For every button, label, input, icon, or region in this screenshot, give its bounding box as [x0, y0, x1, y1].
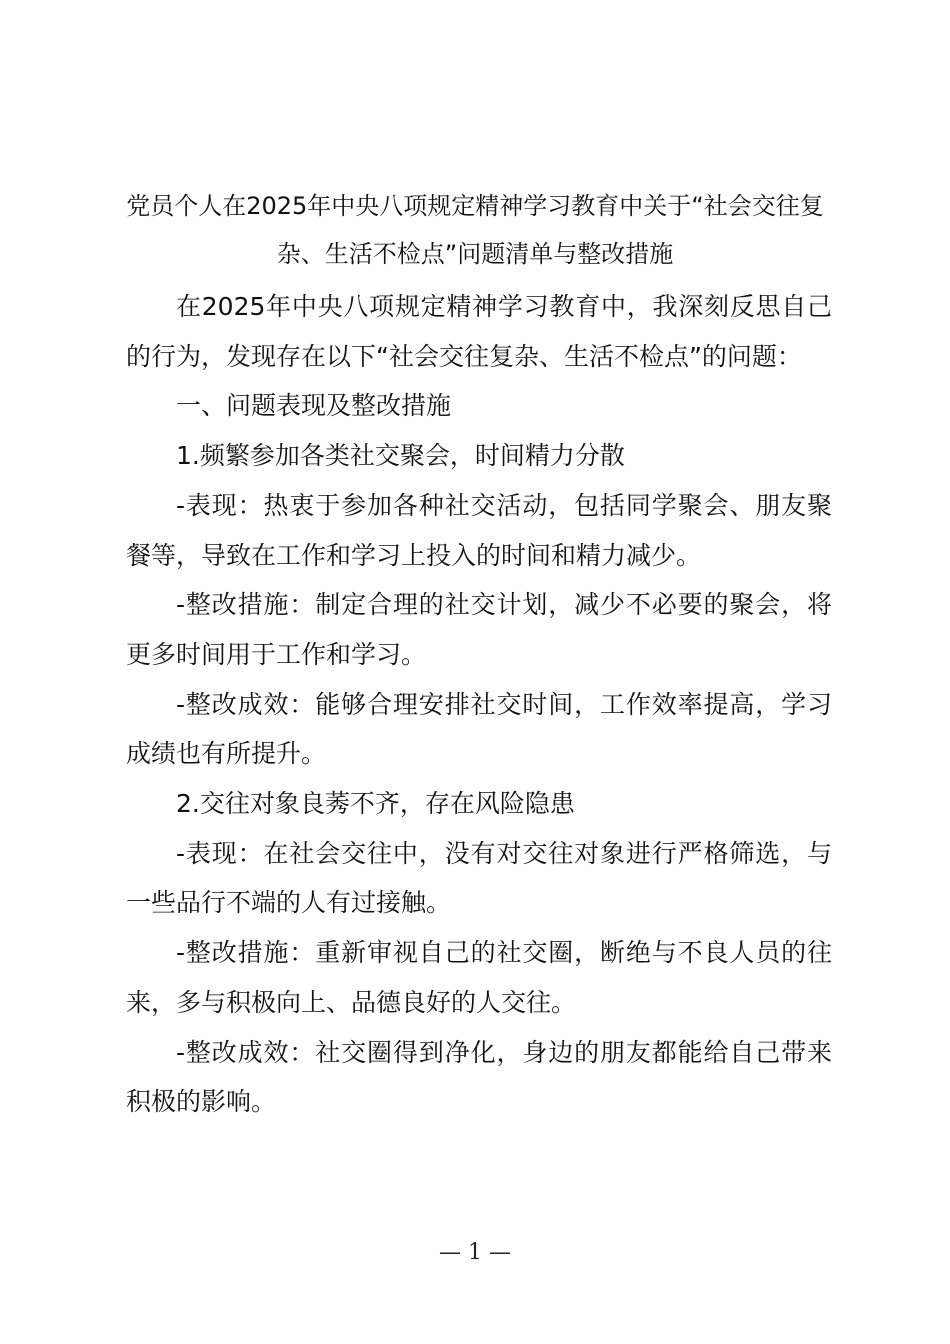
item-2-performance: -表现：在社会交往中，没有对交往对象进行严格筛选，与一些品行不端的人有过接触。: [126, 838, 832, 918]
item-1-performance: -表现：热衷于参加各种社交活动，包括同学聚会、朋友聚餐等，导致在工作和学习上投入的时间和精力减少。: [126, 490, 832, 570]
item-heading-2: 2.交往对象良莠不齐，存在风险隐患: [176, 789, 575, 819]
item-2-results: -整改成效：社交圈得到净化，身边的朋友都能给自己带来积极的影响。: [126, 1037, 832, 1117]
item-1-results: -整改成效：能够合理安排社交时间，工作效率提高，学习成绩也有所提升。: [126, 689, 832, 769]
section-heading: 一、问题表现及整改措施: [176, 391, 452, 421]
page-number: — 1 —: [439, 1240, 511, 1265]
intro-paragraph: 在2025年中央八项规定精神学习教育中，我深刻反思自己的行为，发现存在以下“社会交往复杂、生活不检点”的问题：: [126, 292, 832, 371]
document-title: 党员个人在2025年中央八项规定精神学习教育中关于“社会交往复杂、生活不检点”问题清单与整改措施: [126, 192, 824, 268]
item-2-measures: -整改措施：重新审视自己的社交圈，断绝与不良人员的往来，多与积极向上、品德良好的人交往。: [126, 938, 832, 1017]
item-heading-1: 1.频繁参加各类社交聚会，时间精力分散: [176, 441, 625, 471]
document-body: [126, 282, 832, 1127]
item-1-measures: -整改措施：制定合理的社交计划，减少不必要的聚会，将更多时间用于工作和学习。: [126, 590, 832, 669]
